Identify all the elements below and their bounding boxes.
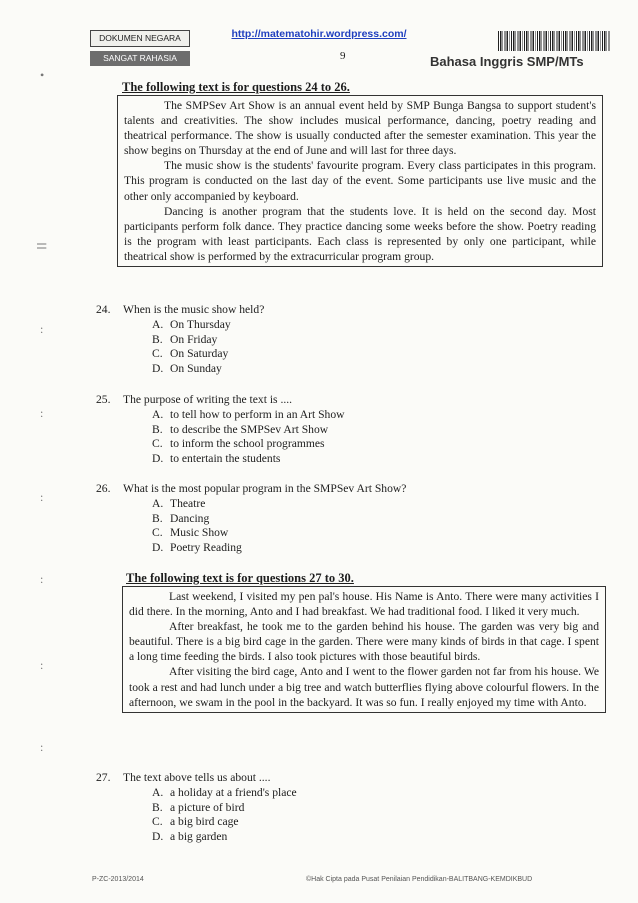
reading-passage-2 (122, 586, 606, 713)
option-text: to entertain the students (170, 451, 281, 465)
option-text: On Friday (170, 332, 218, 346)
option-text: On Saturday (170, 347, 229, 360)
option-text: a big garden (170, 829, 228, 843)
option-letter: C. (152, 815, 163, 828)
option-text: a picture of bird (170, 800, 245, 814)
question-text: What is the most popular program in the SMPSev Art Show? (123, 482, 407, 495)
question-text: The purpose of writing the text is .... (123, 393, 293, 406)
option-text: to inform the school programmes (170, 437, 325, 450)
option-letter: A. (152, 408, 164, 421)
option-letter: D. (152, 540, 164, 554)
option-letter: B. (152, 800, 163, 814)
question-number: 27. (96, 771, 111, 784)
margin-mark: • (40, 68, 45, 82)
option-d[interactable] (152, 452, 596, 467)
document-badges (90, 30, 190, 66)
option-letter: A. (152, 497, 164, 510)
margin-mark: : (40, 572, 44, 586)
option-letter: C. (152, 347, 163, 360)
option-text: On Thursday (170, 318, 231, 331)
option-d[interactable] (152, 830, 596, 845)
question-26 (96, 481, 596, 555)
question-24 (96, 302, 596, 376)
margin-mark: : (40, 490, 44, 504)
passage2-paragraph: After visiting the bird cage, Anto and I went to the flower garden not far from his house. We took a rest and had lunch under a big tree and watch butterflies flying above colourful flowers. In the afternoon, we swam in the pool in the backyard. It was so fun. I really enjoyed my time with Anto. (129, 665, 599, 709)
passage2-paragraph: After breakfast, he took me to the garden behind his house. The garden was very big and beautiful. There is a big bird cage in the garden. There were many kinds of birds in that cage. I spent a long time feeding the birds. I also took pictures with those beautiful birds. (129, 620, 599, 664)
barcode-icon (498, 31, 610, 51)
margin-mark: : (40, 322, 44, 336)
section1-title: The following text is for questions 24 to 26. (122, 80, 350, 94)
option-letter: B. (152, 332, 163, 346)
option-c[interactable] (152, 526, 596, 541)
option-c[interactable] (152, 437, 596, 452)
option-d[interactable] (152, 541, 596, 556)
footer-code: P-ZC-2013/2014 (92, 876, 144, 883)
option-text: On Sunday (170, 361, 222, 375)
margin-mark: : (40, 740, 44, 754)
option-text: Music Show (170, 526, 229, 539)
option-text: to describe the SMPSev Art Show (170, 422, 329, 436)
question-25 (96, 392, 596, 466)
margin-mark: : (40, 406, 44, 420)
option-a[interactable] (152, 786, 596, 801)
option-text: Poetry Reading (170, 540, 242, 554)
option-b[interactable] (152, 512, 596, 527)
option-a[interactable] (152, 318, 596, 333)
option-letter: B. (152, 511, 163, 525)
passage1-paragraph: The SMPSev Art Show is an annual event held by SMP Bunga Bangsa to support student's talents and creativities. The show includes musical performance, dancing, poetry reading and theatrical performance. The show is usually conducted after the semester examination. This year the show begins on Thursday at the end of June and will last for three days. (124, 99, 596, 158)
question-27 (96, 770, 596, 844)
option-letter: D. (152, 451, 164, 465)
question-number: 26. (96, 482, 111, 495)
option-text: Theatre (170, 497, 206, 510)
option-a[interactable] (152, 497, 596, 512)
option-letter: C. (152, 526, 163, 539)
question-number: 25. (96, 393, 111, 406)
option-letter: A. (152, 318, 164, 331)
option-b[interactable] (152, 423, 596, 438)
badge-sangat-rahasia: SANGAT RAHASIA (90, 51, 190, 66)
option-text: a holiday at a friend's place (170, 786, 297, 799)
question-number: 24. (96, 303, 111, 316)
option-letter: B. (152, 422, 163, 436)
option-letter: D. (152, 361, 164, 375)
passage1-paragraph: The music show is the students' favourite program. Every class participates in this program. This program is conducted on the last day of the event. Some participants use live music and the other only accompanied by keyboard. (124, 159, 596, 203)
passage1-paragraph: Dancing is another program that the students love. It is held on the second day. Most participants perform folk dance. They practice dancing some weeks before the show. Poetry reading is the program with least participants. Each class is represented by only one participant, while theatrical show is performed by the extracurricular program group. (124, 204, 596, 263)
option-b[interactable] (152, 333, 596, 348)
passage2-paragraph: Last weekend, I visited my pen pal's house. His Name is Anto. There were many activities I did there. In the morning, Anto and I had breakfast. We had traditional food. I liked it very much. (129, 590, 599, 619)
badge-dokumen-negara: DOKUMEN NEGARA (90, 30, 190, 47)
footer-copyright: ©Hak Cipta pada Pusat Penilaian Pendidikan-BALITBANG-KEMDIKBUD (306, 876, 533, 883)
option-c[interactable] (152, 815, 596, 830)
option-a[interactable] (152, 408, 596, 423)
option-letter: D. (152, 829, 164, 843)
option-d[interactable] (152, 362, 596, 377)
reading-passage-1 (117, 95, 603, 267)
section2-title: The following text is for questions 27 to 30. (126, 571, 354, 585)
source-url[interactable]: http://matematohir.wordpress.com/ (231, 28, 407, 40)
option-text: to tell how to perform in an Art Show (170, 408, 345, 421)
margin-mark: = (36, 236, 48, 258)
option-text: a big bird cage (170, 815, 239, 828)
option-b[interactable] (152, 801, 596, 816)
option-c[interactable] (152, 347, 596, 362)
option-letter: A. (152, 786, 164, 799)
subject-title: Bahasa Inggris SMP/MTs (430, 54, 584, 69)
question-text: The text above tells us about .... (123, 771, 271, 784)
margin-mark: : (40, 658, 44, 672)
option-text: Dancing (170, 511, 210, 525)
question-text: When is the music show held? (123, 303, 265, 316)
option-letter: C. (152, 437, 163, 450)
page-number: 9 (340, 50, 346, 62)
